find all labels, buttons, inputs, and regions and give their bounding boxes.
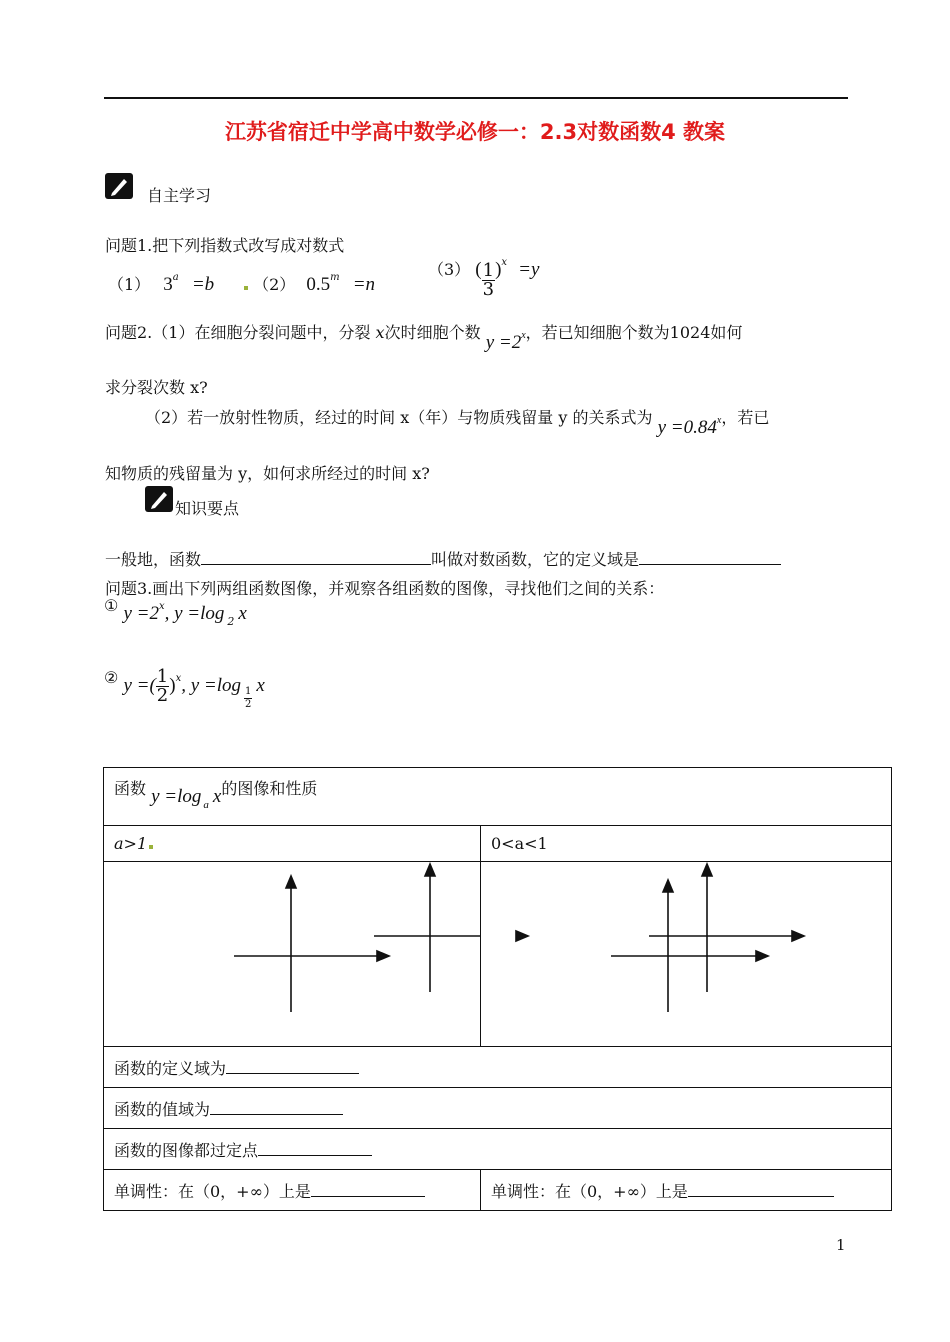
q1-item-3-rparen: ) xyxy=(495,259,502,280)
axes-sketch-right xyxy=(481,862,891,1046)
pen-icon xyxy=(145,486,173,512)
q1-item-2-base: 0.5 xyxy=(306,274,331,295)
section-key-points: 知识要点 xyxy=(175,499,240,518)
q3-group-1 xyxy=(104,596,247,628)
header-formula xyxy=(151,786,222,811)
q2-formula-1-lhs: y =2 xyxy=(485,332,522,353)
q2-formula-2 xyxy=(658,417,722,438)
x-axis-arrow-3 xyxy=(756,951,768,961)
definition-line xyxy=(105,547,781,570)
range-row xyxy=(104,1088,892,1129)
page-title: 江苏省宿迁中学高中数学必修一：2.3对数函数4 教案 xyxy=(224,120,726,144)
top-rule xyxy=(104,97,848,99)
range-cell xyxy=(104,1088,892,1129)
q3-g2-log-function: , y =log xyxy=(181,675,241,696)
fixed-point-label: 函数的图像都过定点 xyxy=(114,1140,259,1160)
section-self-study: 自主学习 xyxy=(147,186,212,205)
fixed-point-row xyxy=(104,1129,892,1170)
q2-formula-2-lhs: y =0.84 xyxy=(657,417,717,438)
domain-label: 函数的定义域为 xyxy=(114,1058,227,1078)
column-a-gt-1 xyxy=(104,826,481,862)
graph-row xyxy=(104,862,892,1047)
domain-row xyxy=(104,1047,892,1088)
table-header-row xyxy=(104,768,892,826)
q1-item-3 xyxy=(428,257,540,300)
fraction-numerator: 1 xyxy=(482,260,495,281)
q1-item-2-exp: m xyxy=(330,272,340,283)
q1-item-1-exp: a xyxy=(172,272,179,283)
definition-prefix: 一般地，函数 xyxy=(105,550,202,569)
q3-g1-exp-function: y =2 xyxy=(123,603,159,624)
header-formula-arg: x xyxy=(212,786,222,807)
q1-item-3-lparen: ( xyxy=(475,259,482,280)
log-properties-table xyxy=(103,767,892,1211)
range-blank[interactable] xyxy=(210,1114,343,1115)
monotonicity-left-cell xyxy=(104,1170,481,1211)
header-suffix: 的图像和性质 xyxy=(221,779,318,798)
q1-item-3-fraction xyxy=(482,262,495,299)
fixed-point-cell xyxy=(104,1129,892,1170)
q2-formula-2-exp: x xyxy=(716,415,722,426)
q1-item-3-label: （3） xyxy=(428,260,471,279)
q3-g2-exp-function: y =( xyxy=(123,675,156,696)
monotonicity-left-blank[interactable] xyxy=(311,1196,425,1197)
x-axis-arrow-2 xyxy=(516,931,528,941)
range-label: 函数的值域为 xyxy=(114,1099,211,1119)
q3-g2-rparen: ) xyxy=(169,675,176,696)
domain-blank[interactable] xyxy=(226,1073,359,1074)
circled-number-1: ① xyxy=(104,596,119,615)
table-column-header-row xyxy=(104,826,892,862)
definition-middle: 叫做对数函数，它的定义域是 xyxy=(431,550,640,569)
graph-area-right[interactable] xyxy=(481,862,892,1047)
column-a-between-label: 0<a<1 xyxy=(491,834,548,853)
fraction-numerator: 1 xyxy=(245,686,252,697)
fixed-point-blank[interactable] xyxy=(258,1155,372,1156)
question-3-text: 问题3.画出下列两组函数图像，并观察各组函数的图像，寻找他们之间的关系： xyxy=(105,579,665,598)
graph-area-left[interactable] xyxy=(104,862,481,1047)
q1-item-3-rhs: =y xyxy=(518,259,540,280)
q1-item-1-label: （1） xyxy=(108,275,151,294)
q3-g2-fraction xyxy=(156,668,169,705)
column-a-between xyxy=(481,826,892,862)
q3-g2-log-base xyxy=(244,686,252,711)
q1-item-2-label: （2） xyxy=(253,275,296,294)
question-2-line-4: 知物质的残留量为 y，如何求所经过的时间 x? xyxy=(105,464,430,483)
q3-g1-log-base: 2 xyxy=(227,615,235,628)
q2-formula-1 xyxy=(486,332,526,353)
question-2-line-3 xyxy=(145,405,770,438)
q3-group-2 xyxy=(104,666,265,710)
q2-line3-part-a: （2）若一放射性物质，经过的时间 x（年）与物质残留量 y 的关系式为 xyxy=(145,408,653,427)
marker-dot xyxy=(244,286,248,290)
header-prefix: 函数 xyxy=(114,779,147,798)
q1-item-3-exp: x xyxy=(501,257,508,268)
q2-line1-part-b: 次时细胞个数 xyxy=(384,323,481,342)
question-2-line-2: 求分裂次数 x? xyxy=(105,378,208,397)
y-axis-arrow-1 xyxy=(286,876,296,888)
monotonicity-left-label: 单调性：在（0，+∞）上是 xyxy=(114,1181,311,1201)
header-formula-lhs: y =log xyxy=(151,786,202,807)
q3-g1-log-arg: x xyxy=(238,603,247,624)
q1-item-2 xyxy=(244,272,375,296)
domain-cell xyxy=(104,1047,892,1088)
q2-line1-part-a: 问题2.（1）在细胞分裂问题中，分裂 xyxy=(105,323,371,342)
fraction-denominator: 3 xyxy=(482,279,495,300)
axes-sketch-left xyxy=(104,862,480,1046)
circled-number-2: ② xyxy=(104,668,119,687)
q3-g1-exp-power: x xyxy=(158,601,165,612)
q2-variable-x: x xyxy=(375,323,385,342)
y-axis-arrow-3 xyxy=(663,880,673,892)
pen-icon xyxy=(105,173,133,199)
q3-g1-log-function: , y =log xyxy=(164,603,225,624)
fraction-denominator: 2 xyxy=(156,685,169,706)
table-header-cell xyxy=(104,768,892,826)
x-axis-arrow-4 xyxy=(792,931,804,941)
fraction-numerator: 1 xyxy=(156,666,169,687)
y-axis-arrow-2 xyxy=(425,864,435,876)
q1-item-1-base: 3 xyxy=(163,274,173,295)
q1-item-1 xyxy=(108,272,214,296)
q2-line1-part-c: ，若已知细胞个数为1024如何 xyxy=(525,323,743,342)
marker-dot xyxy=(149,845,153,849)
question-2-line-1 xyxy=(105,320,743,353)
q1-item-1-rhs: =b xyxy=(191,274,215,295)
q2-formula-1-exp: x xyxy=(521,330,526,341)
header-formula-base: a xyxy=(203,799,209,811)
monotonicity-right-cell xyxy=(481,1170,892,1211)
page-number: 1 xyxy=(836,1236,846,1254)
q1-item-2-rhs: =n xyxy=(352,274,376,295)
q2-line3-part-b: ，若已 xyxy=(721,408,770,427)
monotonicity-right-blank[interactable] xyxy=(688,1196,834,1197)
monotonicity-right-label: 单调性：在（0，+∞）上是 xyxy=(491,1181,688,1201)
column-a-gt-1-label: a>1 xyxy=(114,834,148,853)
blank-function[interactable] xyxy=(201,564,431,565)
x-axis-arrow-1 xyxy=(377,951,389,961)
fraction-denominator: 2 xyxy=(245,699,252,710)
blank-domain[interactable] xyxy=(639,564,781,565)
q3-g2-exp-power: x xyxy=(175,673,182,684)
question-1-text: 问题1.把下列指数式改写成对数式 xyxy=(105,236,345,255)
q3-g2-log-arg: x xyxy=(256,675,265,696)
monotonicity-row xyxy=(104,1170,892,1211)
y-axis-arrow-4 xyxy=(702,864,712,876)
